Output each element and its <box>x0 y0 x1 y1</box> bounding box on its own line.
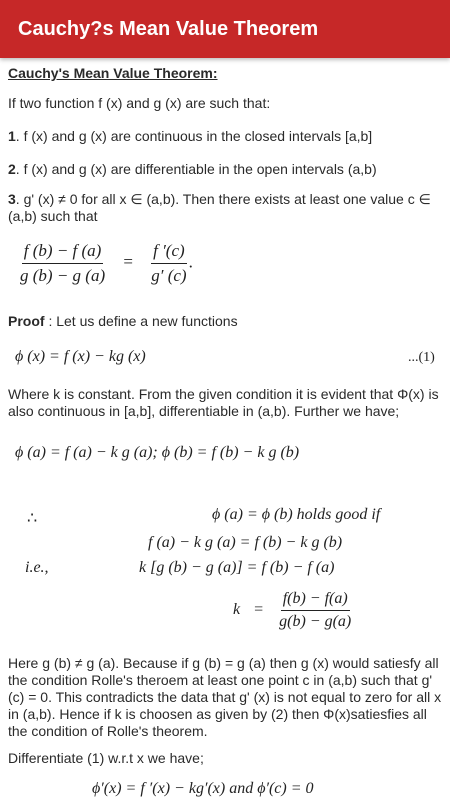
app-bar <box>0 0 450 58</box>
intro-text: If two function f (x) and g (x) are such that: <box>8 95 271 111</box>
k-numerator: f(b) − f(a) <box>281 590 350 611</box>
k-symbol: k <box>233 601 241 619</box>
lhs-denominator: g (b) − g (a) <box>20 266 106 285</box>
paragraph-1: Where k is constant. From the given condition it is evident that Φ(x) is also continuous in [a,b], differentiable in (a,b). Further we have; <box>8 386 439 419</box>
condition-3 <box>8 191 444 225</box>
section-heading: Cauchy's Mean Value Theorem: <box>8 65 218 81</box>
equation-1-tag: ...(1) <box>408 350 435 365</box>
rhs-fraction <box>149 241 188 286</box>
condition-text: . g' (x) ≠ 0 for all x ∈ (a,b). Then there exists at least one value c ∈ (a,b) such that <box>8 191 431 224</box>
rhs-denominator: g′ (c) <box>151 266 187 285</box>
derivation-line-2: f (a) − k g (a) = f (b) − k g (b) <box>148 534 343 551</box>
condition-number: 2 <box>8 161 16 177</box>
ie-label: i.e., <box>25 559 49 576</box>
condition-1 <box>8 128 444 145</box>
proof-line <box>8 313 444 330</box>
equation-2: ϕ (a) = f (a) − k g (a); ϕ (b) = f (b) − k g (b) <box>15 444 300 461</box>
equals-sign: = <box>123 252 133 272</box>
proof-label: Proof <box>8 313 45 329</box>
condition-number: 3 <box>8 191 16 207</box>
article-content[interactable] <box>0 58 450 800</box>
lhs-numerator: f (b) − f (a) <box>22 241 104 264</box>
rhs-numerator: f ′(c) <box>151 241 187 264</box>
proof-text: : Let us define a new functions <box>44 313 238 329</box>
k-fraction <box>277 590 353 631</box>
condition-text: . f (x) and g (x) are continuous in the closed intervals [a,b] <box>15 128 373 144</box>
k-equals: = <box>254 601 264 619</box>
paragraph-2: Here g (b) ≠ g (a). Because if g (b) = g (a) then g (x) would satiesfy all the condition Rolle's theroem at least one point c in (a,b) such that g' (c) = 0. This contradicts the data that g' (x) is not equal to zero for all x in (a,b). Hence if k is choosen as given by (2) then Φ(x)satiesfies all the condition of Rolle's theorem. <box>8 655 442 739</box>
k-denominator: g(b) − g(a) <box>279 613 352 630</box>
lhs-fraction <box>18 241 107 286</box>
equation-3: ϕ′(x) = f ′(x) − kg′(x) and ϕ′(c) = 0 <box>92 780 314 797</box>
cauchy-equation <box>18 241 193 286</box>
condition-text: . f (x) and g (x) are differentiable in the open intervals (a,b) <box>15 161 377 177</box>
paragraph-3: Differentiate (1) w.r.t x we have; <box>8 750 204 766</box>
condition-2 <box>8 161 444 178</box>
derivation-line-1: ϕ (a) = ϕ (b) holds good if <box>212 506 381 523</box>
condition-number: 1 <box>8 128 16 144</box>
period: . <box>188 252 193 272</box>
app-bar-title: Cauchy?s Mean Value Theorem <box>18 17 319 40</box>
derivation-line-3: k [g (b) − g (a)] = f (b) − f (a) <box>139 559 335 576</box>
therefore-symbol: ∴ <box>27 510 38 527</box>
k-equation <box>233 590 353 631</box>
equation-1: ϕ (x) = f (x) − kg (x) <box>15 348 146 365</box>
